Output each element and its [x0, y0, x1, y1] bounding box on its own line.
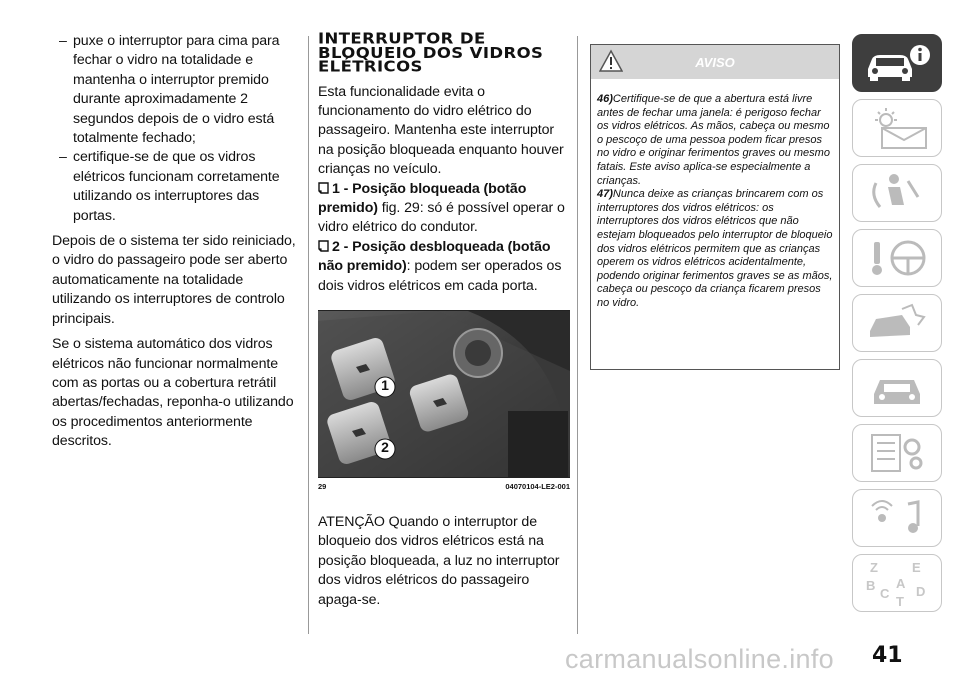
position-1-text: fig. 29: só é possível operar o vidro elétrico do condutor.: [318, 199, 565, 236]
warning-ref-number: 46): [597, 93, 613, 105]
paragraph-reset: Depois de o sistema ter sido reiniciado, o vidro do passageiro pode ser aberto automaticamente na totalidade utilizando os interruptores de controlo principais.: [52, 233, 296, 327]
index-letter: C: [880, 586, 890, 601]
chapter-tabs: [852, 34, 942, 619]
figure-callout-1: 1: [381, 376, 389, 393]
tab-index[interactable]: [852, 554, 942, 612]
car-crash-icon: [862, 301, 932, 345]
warning-ref-number: 47): [597, 188, 613, 201]
tab-emergency[interactable]: [852, 294, 942, 352]
warning-text: Certifique-se de que a abertura está livre antes de fechar uma janela: é perigoso fechar os vidros elétricos. As mãos, cabeça ou mesmo o pescoço de uma pessoa podem ficar presos no vidro e originar ferimentos graves ou mesmo fatais. Este aviso aplica-se especialmente a crianças.: [597, 93, 830, 187]
page-number: 41: [872, 643, 903, 668]
column-divider: [308, 36, 309, 634]
warning-item: [597, 93, 833, 188]
figure-number: 29: [318, 481, 327, 491]
warning-item: [597, 188, 833, 310]
index-letter: T: [896, 594, 904, 608]
paragraph-reset-procedure: Se o sistema automático dos vidros elétricos não funcionar normalmente com as portas ou a cobertura retrátil abertas/fechadas, reponha-o utilizando os procedimentos anteriormente descritos.: [52, 336, 294, 450]
list-item-text: certifique-se de que os vidros elétricos funcionam corretamente utilizando os interruptores das portas.: [73, 149, 280, 224]
warning-body: [591, 79, 839, 311]
checklist-gears-icon: [862, 431, 932, 475]
airbag-seat-icon: [862, 171, 932, 215]
bookmark-icon: [318, 182, 329, 194]
car-front-icon: [862, 366, 932, 410]
bookmark-icon: [318, 240, 329, 252]
media-music-icon: [862, 496, 932, 540]
index-letter: B: [866, 578, 876, 593]
figure-window-lock-switch: [318, 310, 570, 478]
car-info-icon: [862, 43, 932, 83]
warning-header: [591, 45, 839, 79]
tab-starting-driving[interactable]: [852, 229, 942, 287]
section-heading: INTERRUPTOR DE BLOQUEIO DOS VIDROS ELÉTRICOS: [318, 30, 544, 76]
column-divider: [577, 36, 578, 634]
window-switch-photo: [318, 311, 570, 478]
position-2-text: : podem ser operados os dois vidros elétricos em cada porta.: [318, 258, 562, 294]
intro-paragraph: Esta funcionalidade evita o funcionamento do vidro elétrico do passageiro. Mantenha este interruptor na posição bloqueada enquanto houver crianças no veículo.: [318, 83, 564, 178]
dash-marker: –: [59, 149, 67, 166]
dash-list-item: [52, 32, 304, 148]
dash-list-item: [52, 148, 304, 226]
tab-safety[interactable]: [852, 164, 942, 222]
index-letter: D: [916, 584, 926, 599]
warning-box: [590, 44, 840, 370]
warning-lights-mail-icon: [862, 106, 932, 150]
list-item-text: puxe o interruptor para cima para fechar o vidro na totalidade e mantenha o interruptor premido durante aproximadamente 2 segundos depois de o vidro está totalmente fechado;: [73, 33, 280, 147]
position-2-label: 2 - Posição desbloqueada (botão não premido): [318, 238, 551, 275]
column-right: [590, 44, 840, 370]
tab-car-info[interactable]: [852, 34, 942, 92]
tab-warning-lights[interactable]: [852, 99, 942, 157]
column-middle: [318, 32, 570, 610]
index-letter: E: [912, 560, 921, 575]
tab-technical-data[interactable]: [852, 424, 942, 482]
position-2-paragraph: [318, 238, 570, 296]
key-steering-wheel-icon: [862, 236, 932, 280]
figure-caption: [318, 482, 570, 491]
position-1-paragraph: [318, 180, 570, 238]
index-letter: Z: [870, 560, 878, 575]
alphabet-index-icon: [862, 558, 932, 608]
position-1-label: 1 - Posição bloqueada (botão premido): [318, 180, 527, 216]
column-left: [52, 32, 304, 452]
dash-marker: –: [59, 33, 67, 49]
tab-maintenance[interactable]: [852, 359, 942, 417]
figure-code: 04070104-LE2-001: [505, 481, 570, 491]
tab-multimedia[interactable]: [852, 489, 942, 547]
attention-paragraph: ATENÇÃO Quando o interruptor de bloqueio dos vidros elétricos está na posição bloqueada, a luz no interruptor dos vidros elétricos do passageiro apaga-se.: [318, 513, 560, 608]
index-letter: A: [896, 576, 906, 591]
warning-text: Nunca deixe as crianças brincarem com os interruptores dos vidros elétricos: os interruptores dos vidros elétricos que não estejam bloqueados pelo interruptor de bloqueio dos vidros elétricos permitem que as crianças operem os vidros elétricos acidentalmente, podendo originar ferimentos graves se as mãos, cabeça ou pescoço da criança ficarem presos no vidro.: [597, 188, 833, 309]
warning-title: AVISO: [695, 55, 735, 70]
figure-callout-2: 2: [381, 438, 389, 455]
watermark: carmanualsonline.info: [565, 644, 834, 674]
